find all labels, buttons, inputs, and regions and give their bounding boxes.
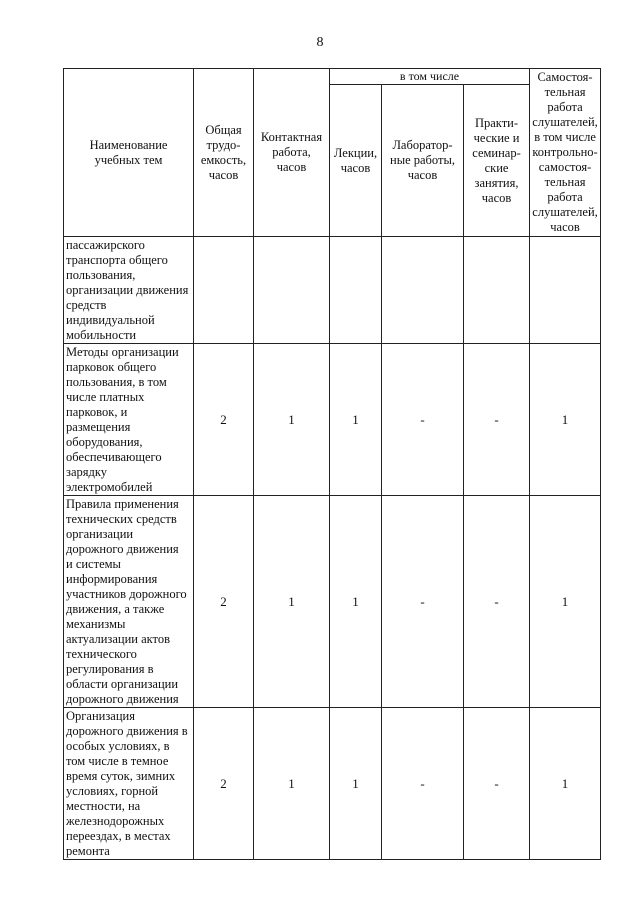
table-row: [64, 237, 601, 344]
table-row: [64, 708, 601, 860]
self-work-cell: [530, 237, 601, 344]
header-self-work: Самостоя- тельная работа слушателей, в том числе контрольно- самостоя- тельная работа слушателей, часов: [530, 69, 601, 237]
curriculum-table: [63, 68, 601, 860]
header-total-hours: Общая трудо- емкость, часов: [194, 69, 254, 237]
lectures-cell: 1: [330, 496, 382, 708]
topic-cell: Методы организации парковок общего пользования, в том числе платных парковок, и размещения оборудования, обеспечивающего зарядку электромобилей: [64, 344, 194, 496]
contact-cell: 1: [254, 344, 330, 496]
lectures-cell: 1: [330, 344, 382, 496]
table-row: [64, 496, 601, 708]
header-contact-hours: Контактная работа, часов: [254, 69, 330, 237]
lectures-cell: 1: [330, 708, 382, 860]
practical-cell: -: [464, 496, 530, 708]
practical-cell: -: [464, 344, 530, 496]
page-number: 8: [316, 35, 324, 50]
self-work-cell: 1: [530, 344, 601, 496]
self-work-cell: 1: [530, 708, 601, 860]
topic-cell: пассажирского транспорта общего пользования, организации движения средств индивидуальной мобильности: [64, 237, 194, 344]
total-cell: [194, 237, 254, 344]
topic-cell: Правила применения технических средств организации дорожного движения и системы информирования участников дорожного движения, а также механизмы актуализации актов технического регулирования в области организации дорожного движения: [64, 496, 194, 708]
table-header-row: [64, 69, 601, 85]
header-lectures: Лекции, часов: [330, 85, 382, 237]
header-including: в том числе: [330, 69, 530, 85]
header-labs: Лаборатор- ные работы, часов: [382, 85, 464, 237]
labs-cell: -: [382, 708, 464, 860]
total-cell: 2: [194, 496, 254, 708]
contact-cell: [254, 237, 330, 344]
header-practical: Практи- ческие и семинар- ские занятия, часов: [464, 85, 530, 237]
table-row: [64, 344, 601, 496]
practical-cell: [464, 237, 530, 344]
practical-cell: -: [464, 708, 530, 860]
header-topic-name: Наименование учебных тем: [64, 69, 194, 237]
contact-cell: 1: [254, 496, 330, 708]
labs-cell: [382, 237, 464, 344]
total-cell: 2: [194, 708, 254, 860]
contact-cell: 1: [254, 708, 330, 860]
total-cell: 2: [194, 344, 254, 496]
topic-cell: Организация дорожного движения в особых условиях, в том числе в темное время суток, зимних условиях, горной местности, на железнодорожных переездах, в местах ремонта: [64, 708, 194, 860]
lectures-cell: [330, 237, 382, 344]
labs-cell: -: [382, 496, 464, 708]
labs-cell: -: [382, 344, 464, 496]
self-work-cell: 1: [530, 496, 601, 708]
